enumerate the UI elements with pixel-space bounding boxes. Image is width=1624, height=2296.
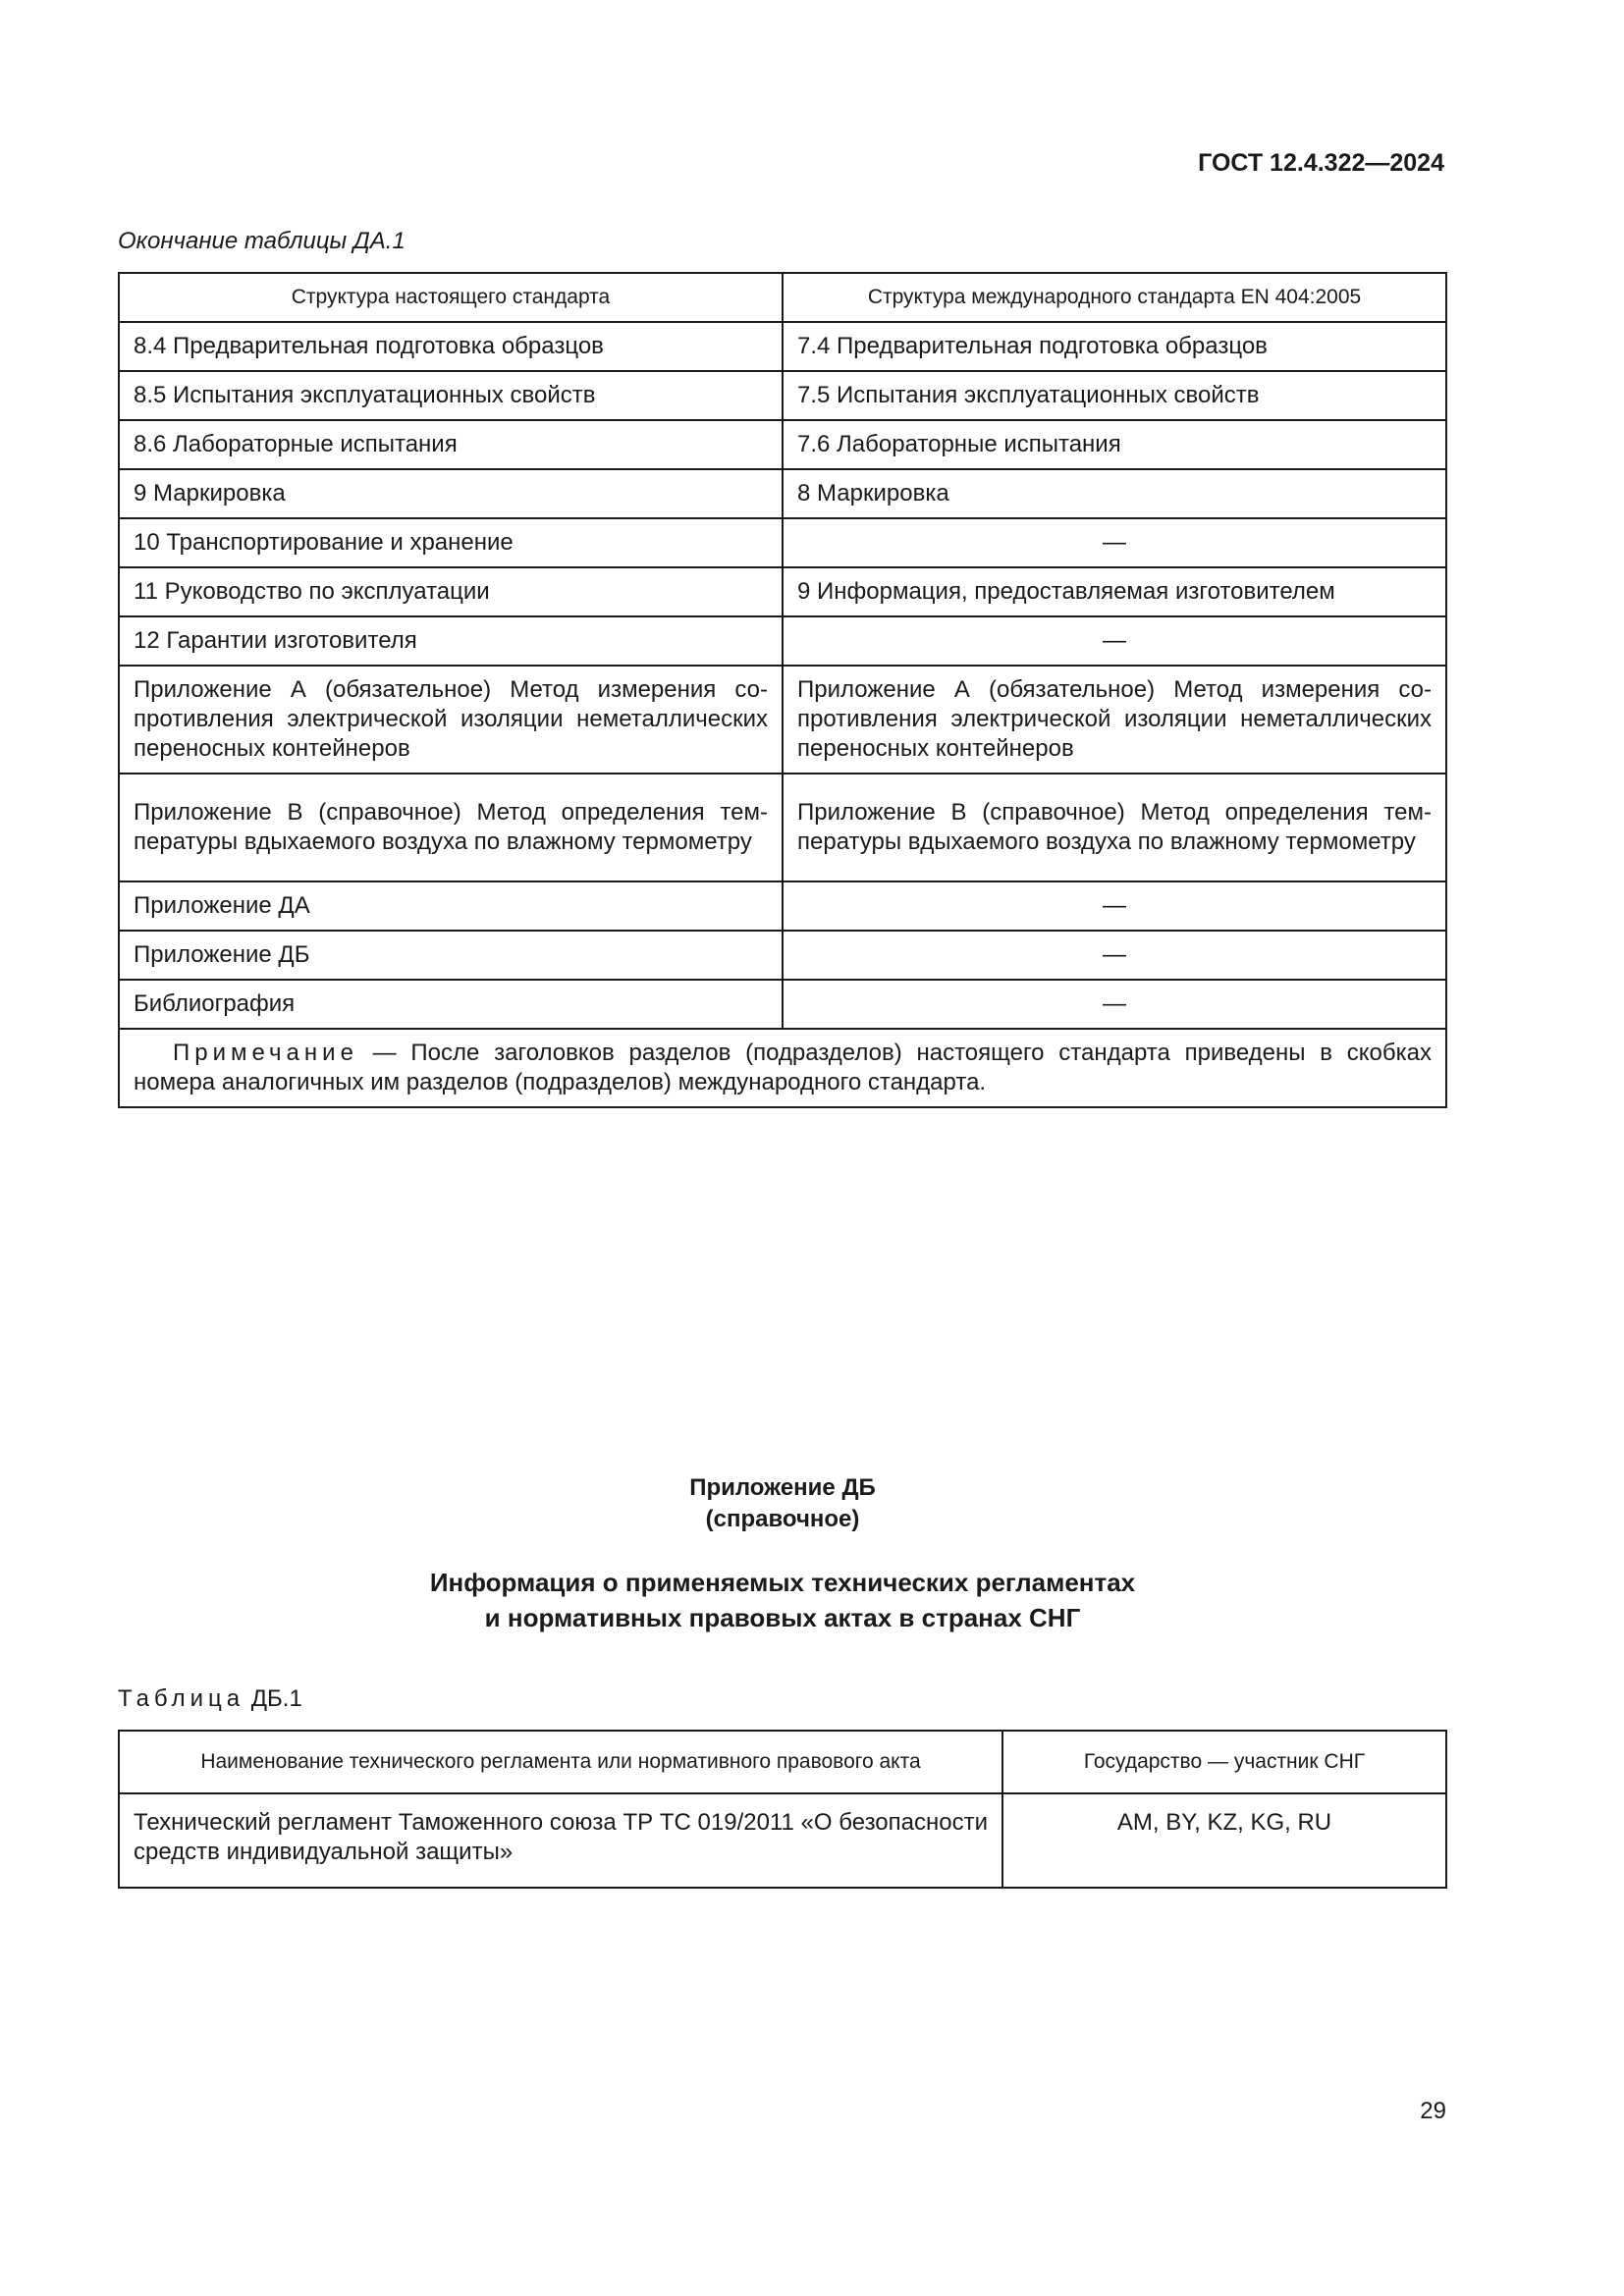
table-cell: 8.6 Лабораторные испытания	[119, 420, 783, 469]
table-cell: Технический регламент Таможенного союза ТР ТС 019/2011 «О безопасности средств индивидуальной защиты»	[119, 1793, 1002, 1888]
table-cell-dash: —	[783, 881, 1446, 931]
table-cell: 12 Гарантии изготовителя	[119, 616, 783, 666]
table-note-row	[119, 1029, 1446, 1107]
table-cell: Приложение В (справочное) Метод определения температуры вдыхаемого воздуха по влажному термометру	[119, 774, 783, 881]
table-cell: 7.5 Испытания эксплуатационных свойств	[783, 371, 1446, 420]
table-cell: AM, BY, KZ, KG, RU	[1002, 1793, 1446, 1888]
table-row	[119, 774, 1446, 881]
table-cell: Приложение А (обязательное) Метод измерения сопротивления электрической изоляции неметаллических переносных контейнеров	[119, 666, 783, 774]
table-cell: Приложение В (справочное) Метод определения температуры вдыхаемого воздуха по влажному термометру	[783, 774, 1446, 881]
table-row	[119, 322, 1446, 371]
appendix-heading-line1: Информация о применяемых технических регламентах	[429, 1568, 1136, 1597]
table-cell: 7.6 Лабораторные испытания	[783, 420, 1446, 469]
appendix-heading-line2: и нормативных правовых актах в странах СНГ	[484, 1603, 1081, 1632]
table-label-number: ДБ.1	[244, 1685, 302, 1712]
document-code: ГОСТ 12.4.322—2024	[1198, 149, 1444, 177]
appendix-title: Приложение ДБ	[689, 1474, 876, 1501]
table-cell-dash: —	[783, 931, 1446, 980]
table-cell: 8.4 Предварительная подготовка образцов	[119, 322, 783, 371]
table-row	[119, 666, 1446, 774]
table-row	[119, 469, 1446, 518]
table-cell: Библиография	[119, 980, 783, 1029]
table-cell: 7.4 Предварительная подготовка образцов	[783, 322, 1446, 371]
structure-comparison-table	[118, 272, 1447, 1108]
table-row	[119, 616, 1446, 666]
table-row	[119, 567, 1446, 616]
column-header-national: Структура настоящего стандарта	[119, 273, 783, 322]
table-row	[119, 1793, 1446, 1888]
appendix-status: (справочное)	[705, 1506, 860, 1532]
table-row	[119, 420, 1446, 469]
table-row	[119, 371, 1446, 420]
table-cell: Приложение ДБ	[119, 931, 783, 980]
table-row	[119, 980, 1446, 1029]
table-continuation-caption: Окончание таблицы ДА.1	[118, 228, 406, 254]
note-label: Примечание	[173, 1040, 358, 1066]
table-row	[119, 931, 1446, 980]
table-label-word: Таблица	[118, 1685, 245, 1712]
regulations-table	[118, 1730, 1447, 1889]
table-cell: 8.5 Испытания эксплуатационных свойств	[119, 371, 783, 420]
table-label	[118, 1685, 302, 1713]
column-header-regulation: Наименование технического регламента или нормативного правового акта	[119, 1731, 1002, 1793]
table-cell-dash: —	[783, 980, 1446, 1029]
table-cell: 8 Маркировка	[783, 469, 1446, 518]
table-header-row	[119, 273, 1446, 322]
table-cell: 9 Информация, предоставляемая изготовителем	[783, 567, 1446, 616]
table-header-row	[119, 1731, 1446, 1793]
table-cell: 11 Руководство по эксплуатации	[119, 567, 783, 616]
table-cell-dash: —	[783, 616, 1446, 666]
page-number: 29	[1420, 2098, 1446, 2124]
table-cell: Приложение ДА	[119, 881, 783, 931]
note-text: — После заголовков разделов (подразделов) настоящего стандарта приведены в скобках номера аналогичных им разделов (подразделов) международного стандарта.	[134, 1040, 1432, 1095]
column-header-state: Государство — участник СНГ	[1002, 1731, 1446, 1793]
table-row	[119, 881, 1446, 931]
table-row	[119, 518, 1446, 567]
table-cell: 10 Транспортирование и хранение	[119, 518, 783, 567]
table-note	[119, 1029, 1446, 1107]
table-cell: 9 Маркировка	[119, 469, 783, 518]
column-header-international: Структура международного стандарта EN 404:2005	[783, 273, 1446, 322]
table-cell-dash: —	[783, 518, 1446, 567]
table-cell: Приложение А (обязательное) Метод измерения сопротивления электрической изоляции неметаллических переносных контейнеров	[783, 666, 1446, 774]
